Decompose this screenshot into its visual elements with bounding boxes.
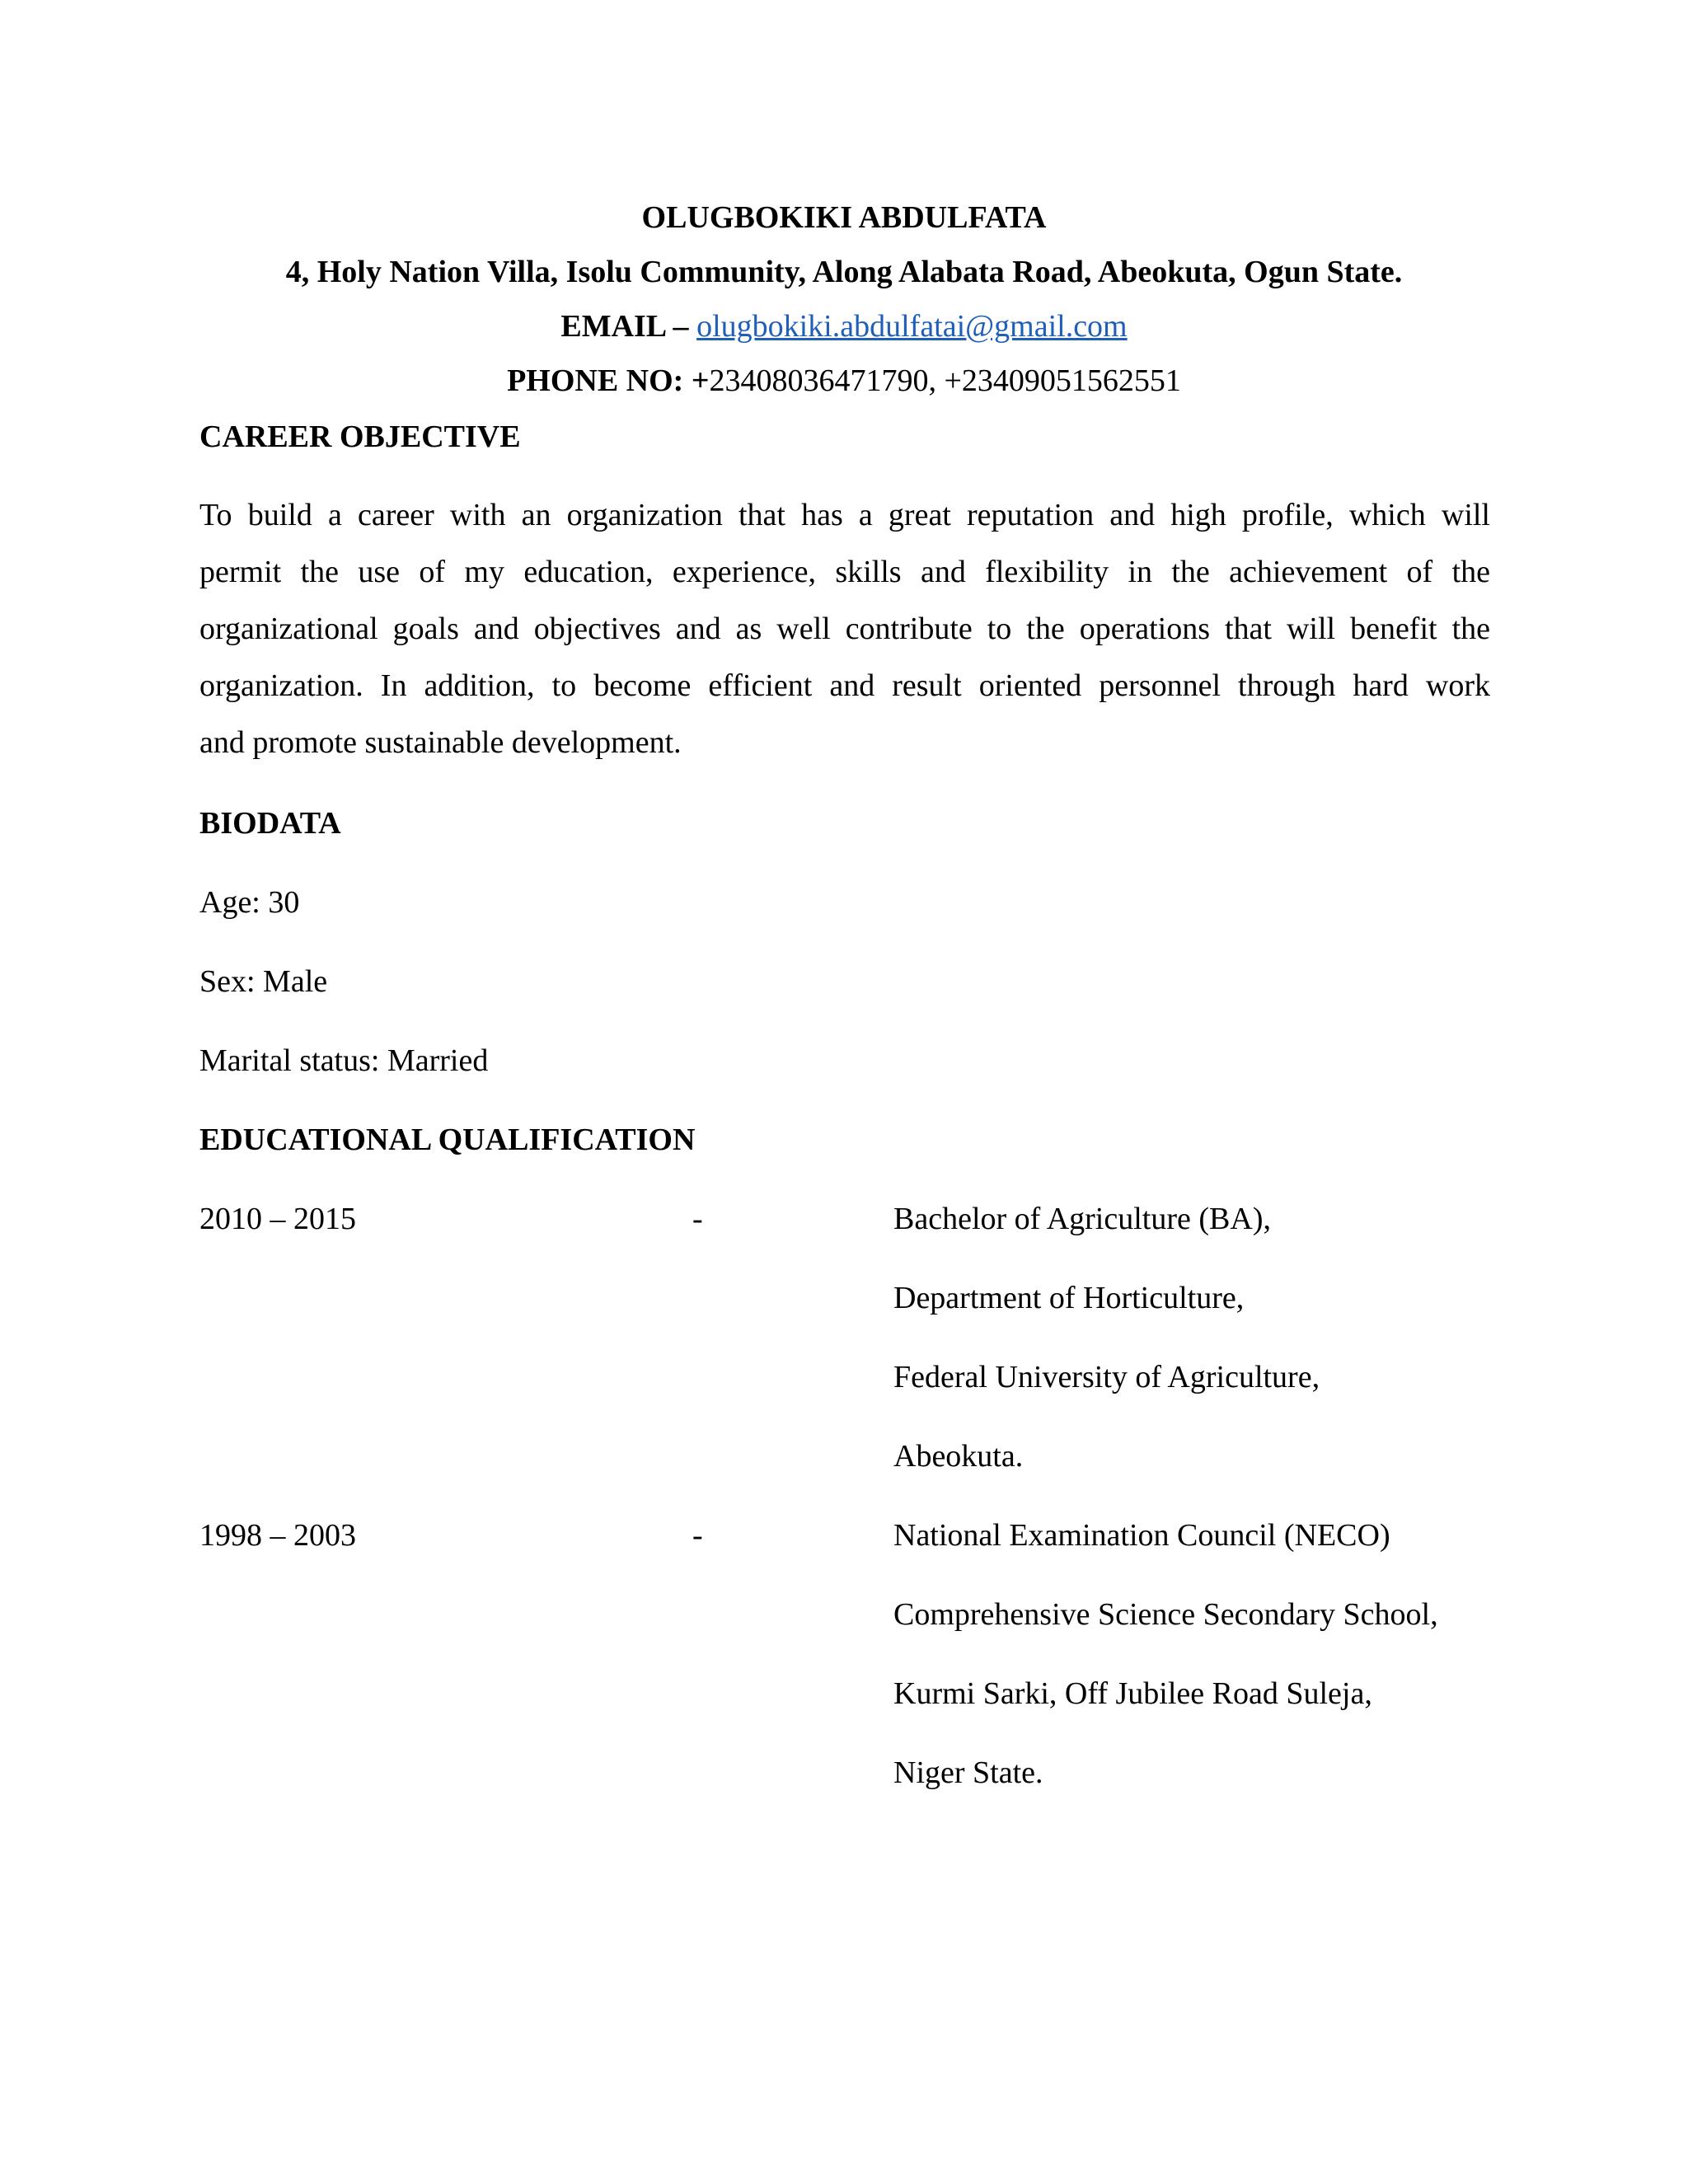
education-detail: Abeokuta. [893, 1439, 1024, 1474]
education-separator: - [692, 1518, 703, 1553]
education-separator: - [692, 1202, 703, 1236]
education-detail: Bachelor of Agriculture (BA), [893, 1202, 1271, 1236]
email-line [0, 307, 1688, 346]
education-detail: Federal University of Agriculture, [893, 1360, 1320, 1394]
phone-label: PHONE NO: + [507, 363, 710, 398]
career-objective-text [199, 487, 1490, 771]
education-detail: Department of Horticulture, [893, 1281, 1245, 1315]
career-objective-line: organization. In addition, to become efficient and result oriented personnel through hard work [199, 668, 1490, 703]
career-objective-line: permit the use of my education, experience, skills and flexibility in the achievement of the [199, 555, 1490, 589]
biodata-marital-status: Marital status: Married [199, 1043, 489, 1078]
career-objective-line: organizational goals and objectives and as well contribute to the operations that will benefit the [199, 612, 1490, 646]
email-link[interactable]: olugbokiki.abdulfatai@gmail.com [696, 309, 1128, 344]
biodata-heading: BIODATA [199, 806, 341, 841]
education-period: 1998 – 2003 [199, 1518, 356, 1553]
education-detail: National Examination Council (NECO) [893, 1518, 1390, 1553]
email-label: EMAIL – [560, 309, 689, 344]
biodata-age: Age: 30 [199, 885, 300, 920]
education-detail: Niger State. [893, 1755, 1043, 1790]
candidate-address: 4, Holy Nation Villa, Isolu Community, Along Alabata Road, Abeokuta, Ogun State. [285, 255, 1403, 289]
candidate-name: OLUGBOKIKI ABDULFATA [641, 200, 1047, 235]
education-heading: EDUCATIONAL QUALIFICATION [199, 1122, 696, 1157]
phone-numbers: 23408036471790, +23409051562551 [709, 363, 1181, 398]
career-objective-line: and promote sustainable development. [199, 725, 682, 760]
education-detail: Kurmi Sarki, Off Jubilee Road Suleja, [893, 1676, 1372, 1711]
career-objective-line: To build a career with an organization that has a great reputation and high profile, which will [199, 498, 1490, 532]
career-objective-heading: CAREER OBJECTIVE [199, 419, 521, 454]
education-detail: Comprehensive Science Secondary School, [893, 1597, 1438, 1632]
education-period: 2010 – 2015 [199, 1202, 356, 1236]
biodata-sex: Sex: Male [199, 964, 328, 999]
phone-line [0, 361, 1688, 401]
